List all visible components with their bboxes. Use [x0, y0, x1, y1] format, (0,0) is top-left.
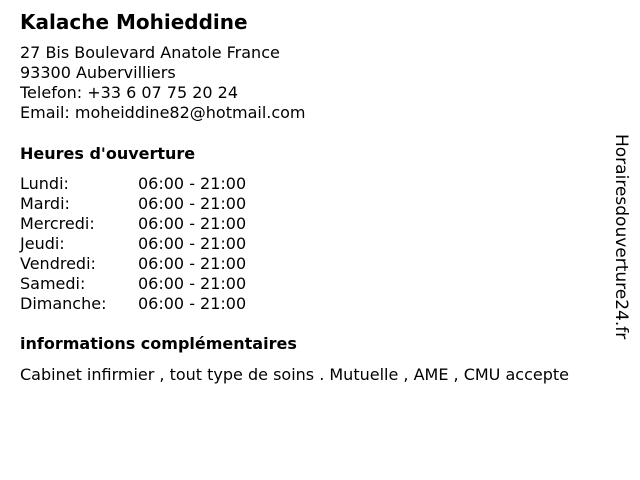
hours-time: 06:00 - 21:00 — [138, 254, 247, 273]
business-name: Kalache Mohieddine — [20, 10, 248, 34]
hours-row-friday — [20, 254, 246, 274]
additional-info-text: Cabinet infirmier , tout type de soins . Mutuelle , AME , CMU accepte — [20, 365, 569, 384]
hours-time: 06:00 - 21:00 — [138, 214, 247, 233]
hours-row-wednesday — [20, 214, 246, 234]
watermark-text: Horairesdouverture24.fr — [611, 134, 631, 340]
hours-row-tuesday — [20, 194, 246, 214]
hours-day: Lundi: — [20, 174, 69, 193]
opening-hours-heading: Heures d'ouverture — [20, 144, 196, 163]
email-line[interactable]: Email: moheiddine82@hotmail.com — [20, 103, 306, 122]
address-line-city: 93300 Aubervilliers — [20, 63, 176, 82]
hours-day: Samedi: — [20, 274, 86, 293]
hours-time: 06:00 - 21:00 — [138, 234, 247, 253]
hours-day: Vendredi: — [20, 254, 96, 273]
hours-day: Jeudi: — [20, 234, 65, 253]
opening-hours-table — [20, 174, 246, 314]
hours-row-saturday — [20, 274, 246, 294]
site-watermark — [611, 134, 635, 346]
hours-time: 06:00 - 21:00 — [138, 194, 247, 213]
hours-day: Mercredi: — [20, 214, 95, 233]
hours-day: Mardi: — [20, 194, 70, 213]
address-line-street: 27 Bis Boulevard Anatole France — [20, 43, 280, 62]
hours-day: Dimanche: — [20, 294, 107, 313]
contact-block — [20, 43, 306, 123]
hours-time: 06:00 - 21:00 — [138, 174, 247, 193]
additional-info-heading: informations complémentaires — [20, 334, 297, 353]
phone-line[interactable]: Telefon: +33 6 07 75 20 24 — [20, 83, 239, 102]
hours-time: 06:00 - 21:00 — [138, 294, 247, 313]
hours-time: 06:00 - 21:00 — [138, 274, 247, 293]
hours-row-monday — [20, 174, 246, 194]
hours-row-sunday — [20, 294, 246, 314]
hours-row-thursday — [20, 234, 246, 254]
